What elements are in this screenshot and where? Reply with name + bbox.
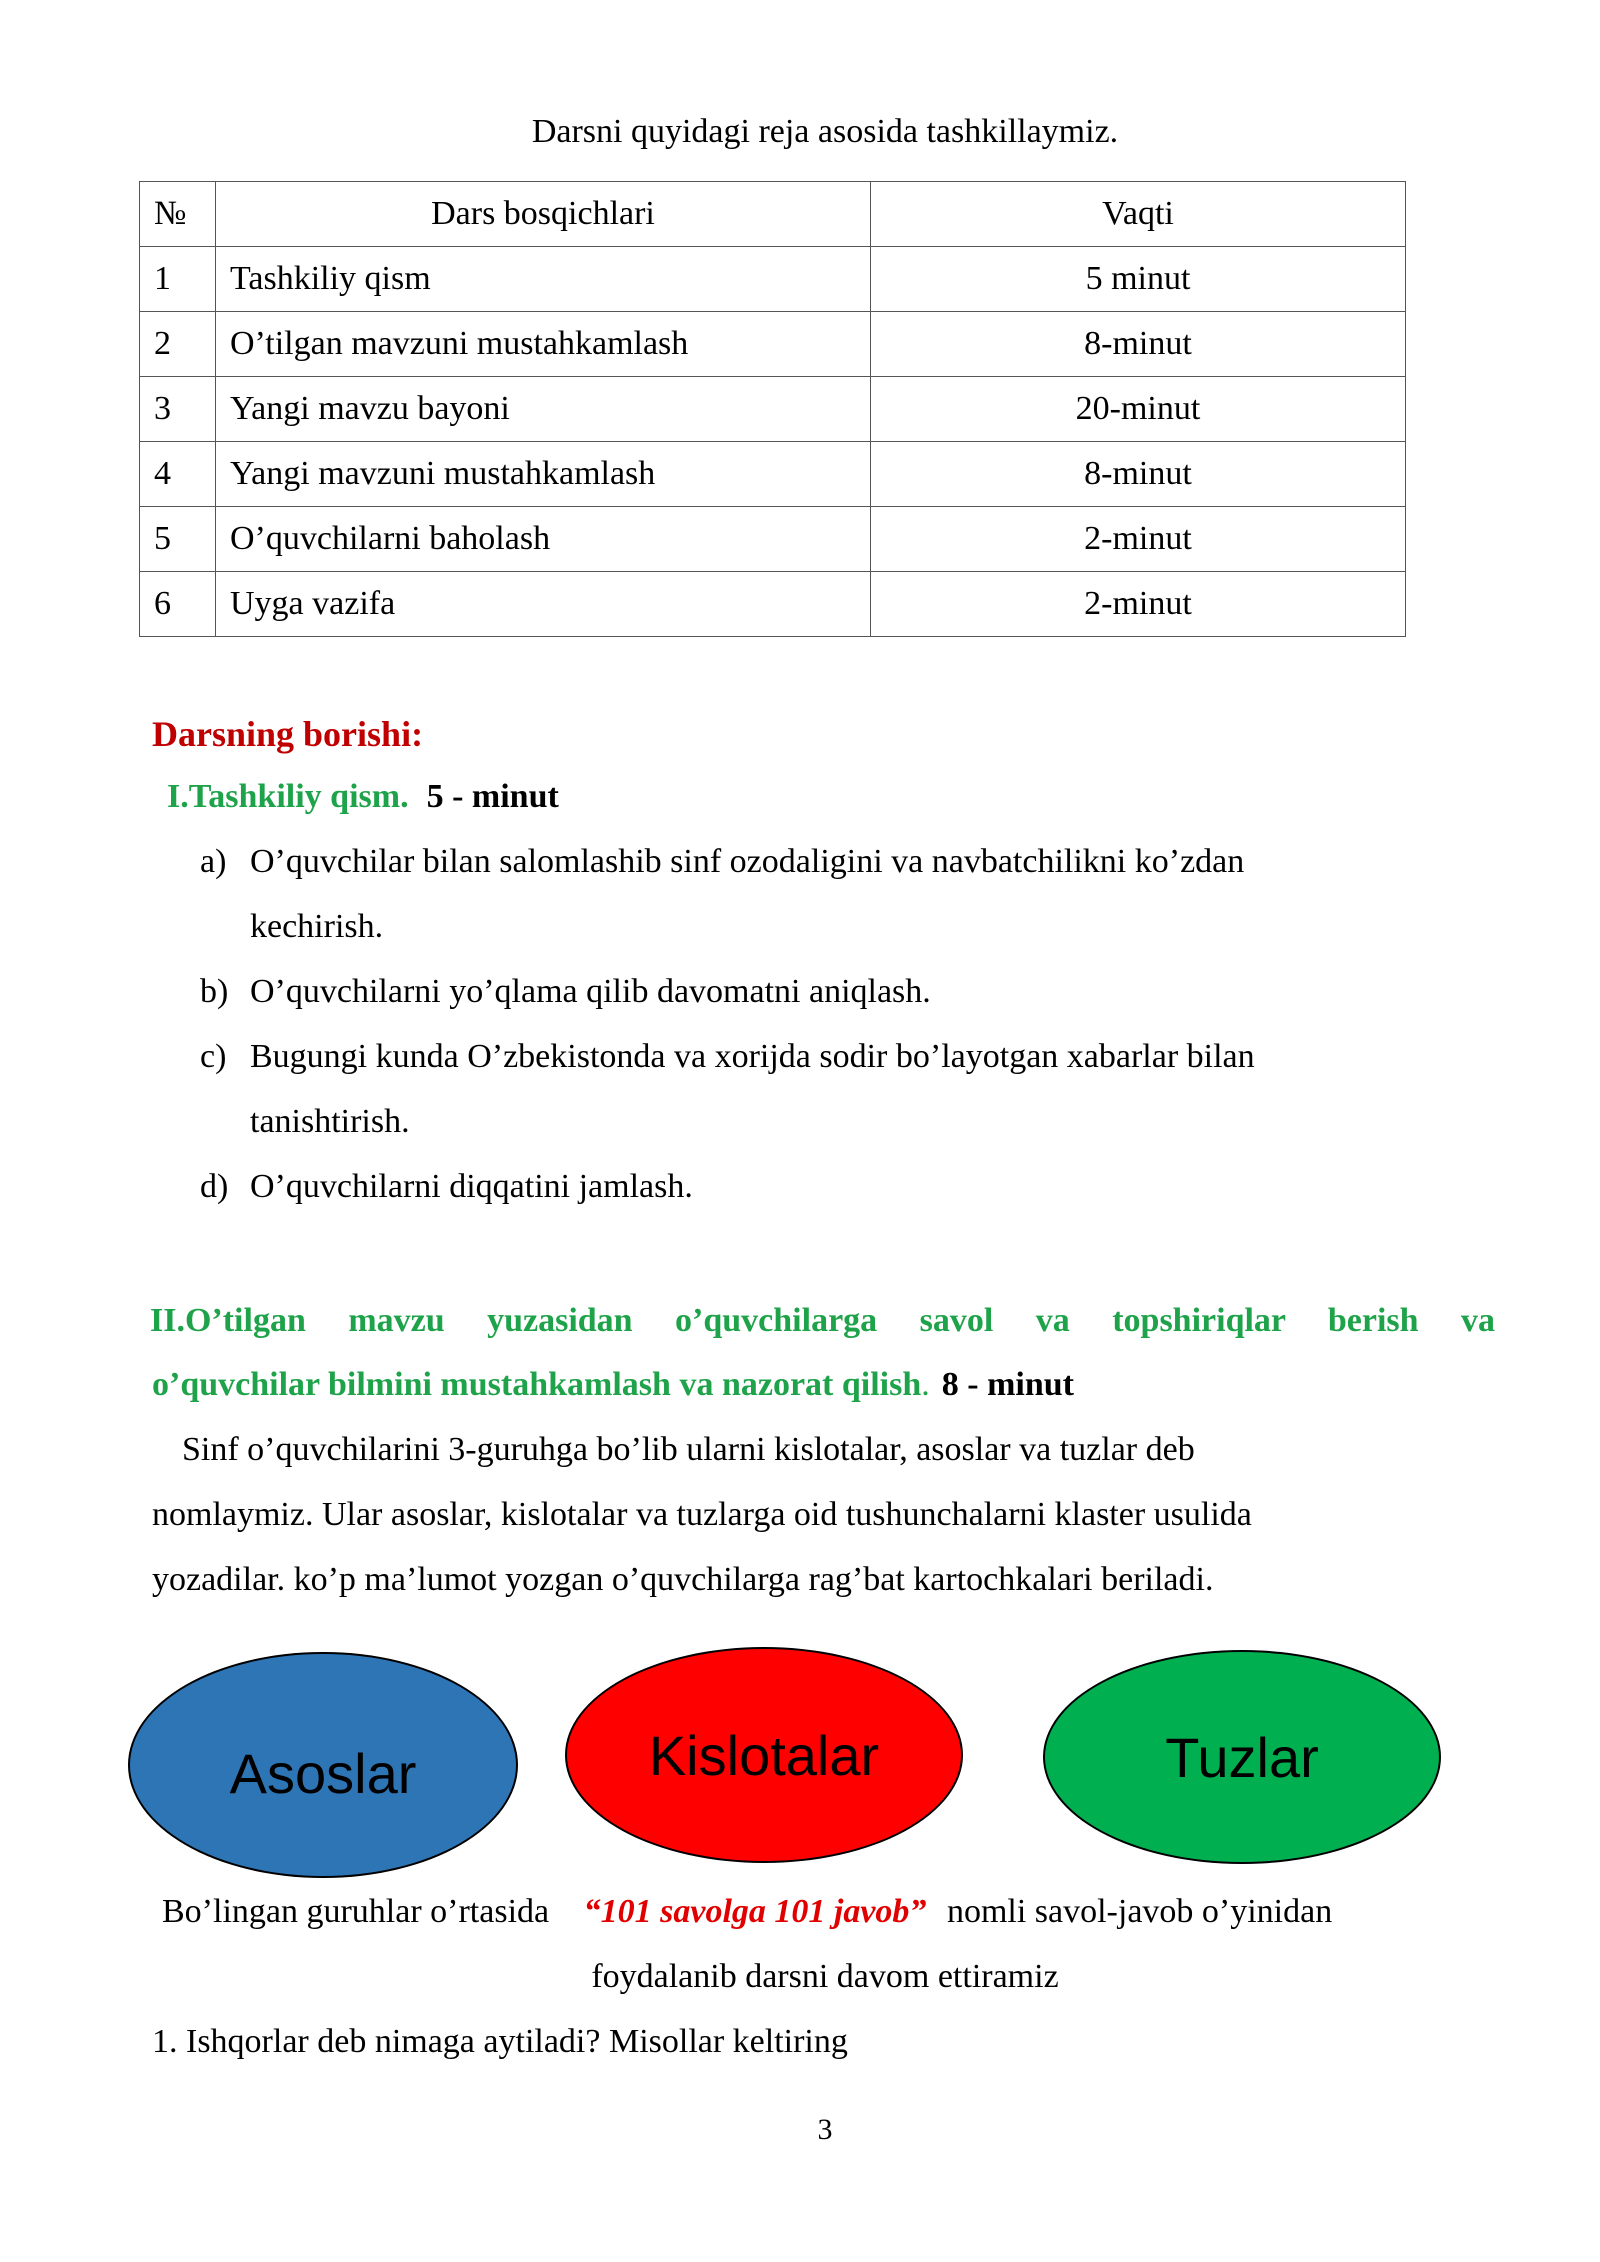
table-row xyxy=(140,442,1406,507)
lesson-plan-table xyxy=(139,181,1406,637)
section2-para-line2: nomlaymiz. Ular asoslar, kislotalar va tuzlarga oid tushunchalarni klaster usulida xyxy=(152,1496,1252,1533)
item-a-text-cont: kechirish. xyxy=(250,908,384,945)
table-row xyxy=(140,377,1406,442)
row-number: 3 xyxy=(140,377,216,442)
item-c-text-cont: tanishtirish. xyxy=(250,1103,410,1140)
row-stage: Tashkiliy qism xyxy=(216,247,871,312)
page-number: 3 xyxy=(817,2113,833,2146)
row-stage: Yangi mavzuni mustahkamlash xyxy=(216,442,871,507)
item-b-text: O’quvchilarni yo’qlama qilib davomatni aniqlash. xyxy=(250,973,931,1010)
group-label: Asoslar xyxy=(229,1741,417,1805)
row-time: 20-minut xyxy=(871,377,1406,442)
group-ellipse-tuzlar xyxy=(1043,1650,1441,1864)
section2-title-line1: II.O’tilgan mavzu yuzasidan o’quvchilarga savol va topshiriqlar berish va xyxy=(150,1302,1495,1339)
game-line2: foydalanib darsni davom ettiramiz xyxy=(591,1958,1059,1995)
row-stage: Yangi mavzu bayoni xyxy=(216,377,871,442)
row-number: 6 xyxy=(140,572,216,637)
group-label: Tuzlar xyxy=(1165,1725,1319,1789)
table-row xyxy=(140,572,1406,637)
header-number: № xyxy=(140,182,216,247)
header-stages: Dars bosqichlari xyxy=(216,182,871,247)
section2-para-line3: yozadilar. ko’p ma’lumot yozgan o’quvchilarga rag’bat kartochkalari beriladi. xyxy=(152,1561,1214,1598)
table-header-row xyxy=(140,182,1406,247)
group-label: Kislotalar xyxy=(648,1723,880,1787)
intro-text: Darsni quyidagi reja asosida tashkillaymiz. xyxy=(531,113,1119,150)
header-time: Vaqti xyxy=(871,182,1406,247)
section2-title-line2 xyxy=(152,1366,1074,1404)
progress-heading: Darsning borishi: xyxy=(152,714,424,754)
question-1: 1. Ishqorlar deb nimaga aytiladi? Misollar keltiring xyxy=(152,2023,848,2060)
table-row xyxy=(140,247,1406,312)
row-time: 8-minut xyxy=(871,312,1406,377)
item-b-marker: b) xyxy=(200,973,229,1010)
item-c-marker: c) xyxy=(200,1038,227,1075)
row-time: 2-minut xyxy=(871,572,1406,637)
row-time: 5 minut xyxy=(871,247,1406,312)
section2-para-line1: Sinf o’quvchilarini 3-guruhga bo’lib ularni kislotalar, asoslar va tuzlar deb xyxy=(182,1431,1195,1468)
row-number: 5 xyxy=(140,507,216,572)
section1-time: 5 - minut xyxy=(426,778,559,815)
game-after: nomli savol-javob o’yinidan xyxy=(946,1893,1333,1930)
section1-title: I.Tashkiliy qism. xyxy=(167,778,409,815)
section1-heading xyxy=(167,778,559,816)
row-stage: O’quvchilarni baholash xyxy=(216,507,871,572)
table-row xyxy=(140,312,1406,377)
section2-time: 8 - minut xyxy=(941,1366,1074,1403)
row-time: 2-minut xyxy=(871,507,1406,572)
item-a-text: O’quvchilar bilan salomlashib sinf ozodaligini va navbatchilikni ko’zdan xyxy=(250,843,1245,880)
section2-title-dot: . xyxy=(921,1366,930,1403)
item-d-marker: d) xyxy=(200,1168,229,1205)
row-number: 4 xyxy=(140,442,216,507)
row-number: 2 xyxy=(140,312,216,377)
table-row xyxy=(140,507,1406,572)
row-stage: Uyga vazifa xyxy=(216,572,871,637)
game-line1 xyxy=(162,1893,1332,1931)
game-before: Bo’lingan guruhlar o’rtasida xyxy=(162,1893,550,1930)
item-c-text: Bugungi kunda O’zbekistonda va xorijda sodir bo’layotgan xabarlar bilan xyxy=(250,1038,1255,1075)
game-name: “101 savolga 101 javob” xyxy=(583,1893,927,1930)
group-ellipse-asoslar xyxy=(128,1652,518,1878)
group-ellipse-kislotalar xyxy=(565,1647,963,1863)
row-time: 8-minut xyxy=(871,442,1406,507)
section2-title-text: o’quvchilar bilmini mustahkamlash va nazorat qilish xyxy=(152,1366,922,1403)
item-d-text: O’quvchilarni diqqatini jamlash. xyxy=(250,1168,693,1205)
row-stage: O’tilgan mavzuni mustahkamlash xyxy=(216,312,871,377)
row-number: 1 xyxy=(140,247,216,312)
item-a-marker: a) xyxy=(200,843,227,880)
